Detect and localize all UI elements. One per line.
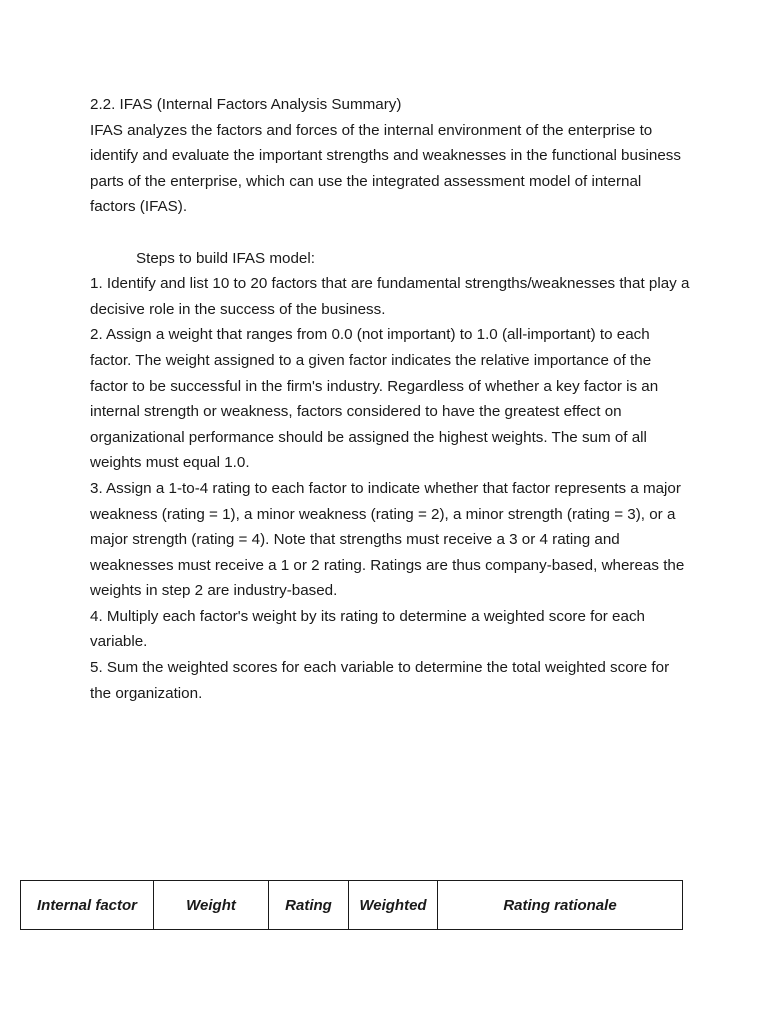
section-heading: 2.2. IFAS (Internal Factors Analysis Summary): [90, 96, 402, 113]
step-5: 5. Sum the weighted scores for each variable to determine the total weighted score for the organization.: [90, 659, 670, 702]
ifas-table: [20, 880, 683, 930]
header-internal-factor: Internal factor: [21, 881, 154, 930]
step-4: 4. Multiply each factor's weight by its rating to determine a weighted score for each variable.: [90, 607, 645, 651]
intro-paragraph: IFAS analyzes the factors and forces of the internal environment of the enterprise to identify and evaluate the important strengths and weaknesses in the functional business parts of the enterprise, which can use the integrated assessment model of internal factors (IFAS).: [90, 121, 681, 216]
step-1: 1. Identify and list 10 to 20 factors that are fundamental strengths/weaknesses that play a decisive role in the success of the business.: [90, 275, 690, 318]
step-3: 3. Assign a 1-to-4 rating to each factor to indicate whether that factor represents a major weakness (rating = 1), a minor weakness (rating = 2), a minor strength (rating = 3), or a major strength (rating = 4). Note that strengths must receive a 3 or 4 rating and weaknesses must receive a 1 or 2 rating. Ratings are thus company-based, whereas the weights in step 2 are industry-based.: [90, 479, 685, 600]
header-rating-rationale: Rating rationale: [438, 881, 683, 930]
header-rating: Rating: [269, 881, 349, 930]
step-2: 2. Assign a weight that ranges from 0.0 (not important) to 1.0 (all-important) to each factor. The weight assigned to a given factor indicates the relative importance of the factor to be successful in the firm's industry. Regardless of whether a key factor is an internal strength or weakness, factors considered to have the greatest effect on organizational performance should be assigned the highest weights. The sum of all weights must equal 1.0.: [90, 326, 659, 472]
document-body: [90, 92, 690, 706]
steps-heading: Steps to build IFAS model:: [136, 249, 315, 267]
table-header-row: [21, 881, 683, 930]
header-weight: Weight: [154, 881, 269, 930]
header-weighted: Weighted: [349, 881, 438, 930]
